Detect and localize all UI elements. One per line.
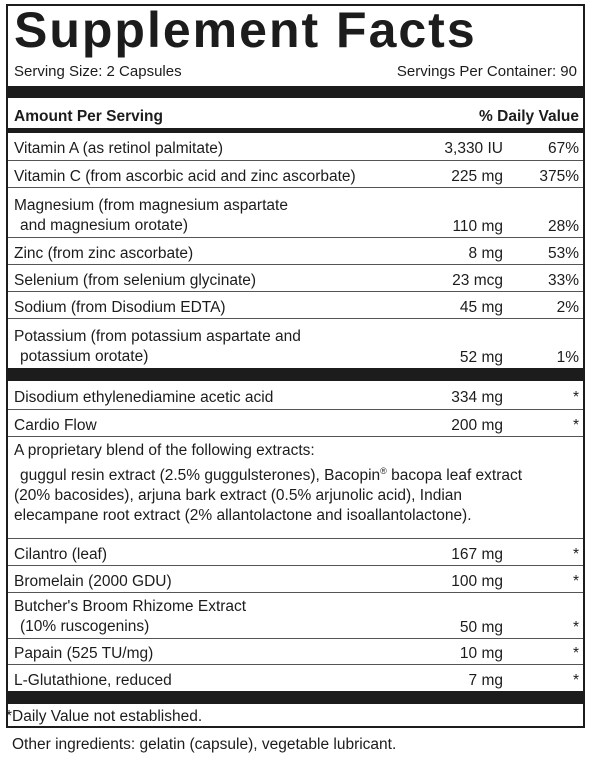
table-row [8,237,583,265]
amount-per-serving-header: Amount Per Serving [14,108,163,125]
nutrient-amount: 45 mg [459,299,503,316]
blend-divider [8,436,583,437]
table-row [8,409,583,437]
nutrient-dv: 28% [547,218,579,235]
table-row [8,381,583,409]
nutrient-amount: 110 mg [452,218,503,235]
ingredient-name-line1: Butcher's Broom Rhizome Extract [14,598,247,615]
daily-value-footnote: *Daily Value not established. [6,708,203,725]
table-row [8,264,583,292]
blend-line: (20% bacosides), arjuna bark extract (0.5% arjunolic acid), Indian [14,487,463,505]
thick-divider [8,86,583,98]
nutrient-name-line1: Magnesium (from magnesium aspartate [14,197,288,214]
ingredient-amount: 334 mg [451,389,503,406]
blend-line: elecampane root extract (2% allantolactone and isoallantolactone). [14,507,472,525]
ingredient-dv: * [572,573,579,590]
daily-value-header: % Daily Value [479,108,579,125]
table-row [8,133,583,160]
nutrient-name: Vitamin A (as retinol palmitate) [14,140,224,157]
supplement-facts-panel [6,4,585,728]
nutrient-amount: 52 mg [459,349,503,366]
nutrient-dv: 53% [547,245,579,262]
thick-divider [8,368,583,381]
column-header-row [8,98,583,128]
blend-line: guggul resin extract (2.5% guggulsterones), Bacopin® bacopa leaf extract [20,466,523,485]
ingredient-name: Papain (525 TU/mg) [14,645,154,662]
ingredient-dv: * [572,672,579,689]
table-row [8,664,583,692]
nutrient-dv: 67% [547,140,579,157]
ingredient-name [14,597,246,637]
table-row [8,538,583,566]
ingredient-name: Cardio Flow [14,417,97,434]
ingredient-name: L-Glutathione, reduced [14,672,172,689]
nutrient-name-line2: and magnesium orotate) [20,217,189,234]
nutrient-name: Sodium (from Disodium EDTA) [14,299,226,316]
table-row [8,565,583,593]
nutrient-amount: 3,330 IU [444,140,503,157]
ingredient-dv: * [572,417,579,434]
ingredient-dv: * [572,619,579,636]
ingredient-name-line2: (10% ruscogenins) [20,618,150,635]
nutrient-dv: 2% [556,299,579,316]
nutrient-amount: 225 mg [451,168,503,185]
proprietary-blend-description [14,441,577,526]
ingredient-dv: * [572,389,579,406]
nutrient-name: Selenium (from selenium glycinate) [14,272,257,289]
table-row [8,592,583,639]
nutrient-name: Zinc (from zinc ascorbate) [14,245,194,262]
nutrient-amount: 8 mg [468,245,503,262]
thick-divider [8,691,583,704]
ingredient-dv: * [572,546,579,563]
servings-per-container: Servings Per Container: 90 [396,63,577,80]
ingredient-name: Cilantro (leaf) [14,546,108,563]
nutrient-dv: 375% [539,168,579,185]
nutrient-name-line1: Potassium (from potassium aspartate and [14,328,301,345]
ingredient-name: Disodium ethylenediamine acetic acid [14,389,274,406]
ingredient-dv: * [572,645,579,662]
panel-title: Supplement Facts [14,2,477,58]
nutrient-name-line2: potassium orotate) [20,348,149,365]
ingredient-name: Bromelain (2000 GDU) [14,573,172,590]
ingredient-amount: 100 mg [451,573,503,590]
table-row [8,291,583,319]
table-row [8,638,583,665]
table-row [8,187,583,238]
nutrient-name: Vitamin C (from ascorbic acid and zinc ascorbate) [14,168,356,185]
nutrient-amount: 23 mcg [452,272,503,289]
ingredient-amount: 200 mg [451,417,503,434]
ingredient-amount: 10 mg [459,645,503,662]
nutrient-dv: 33% [547,272,579,289]
nutrient-name [14,327,301,367]
other-ingredients: Other ingredients: gelatin (capsule), vegetable lubricant. [12,736,397,753]
ingredient-amount: 50 mg [459,619,503,636]
nutrient-dv: 1% [556,349,579,366]
blend-line: A proprietary blend of the following extracts: [14,442,315,459]
ingredient-amount: 167 mg [451,546,503,563]
table-row [8,318,583,369]
serving-info [14,63,577,85]
table-row [8,160,583,188]
serving-size: Serving Size: 2 Capsules [14,63,182,80]
ingredient-amount: 7 mg [468,672,503,689]
nutrient-name [14,196,288,236]
